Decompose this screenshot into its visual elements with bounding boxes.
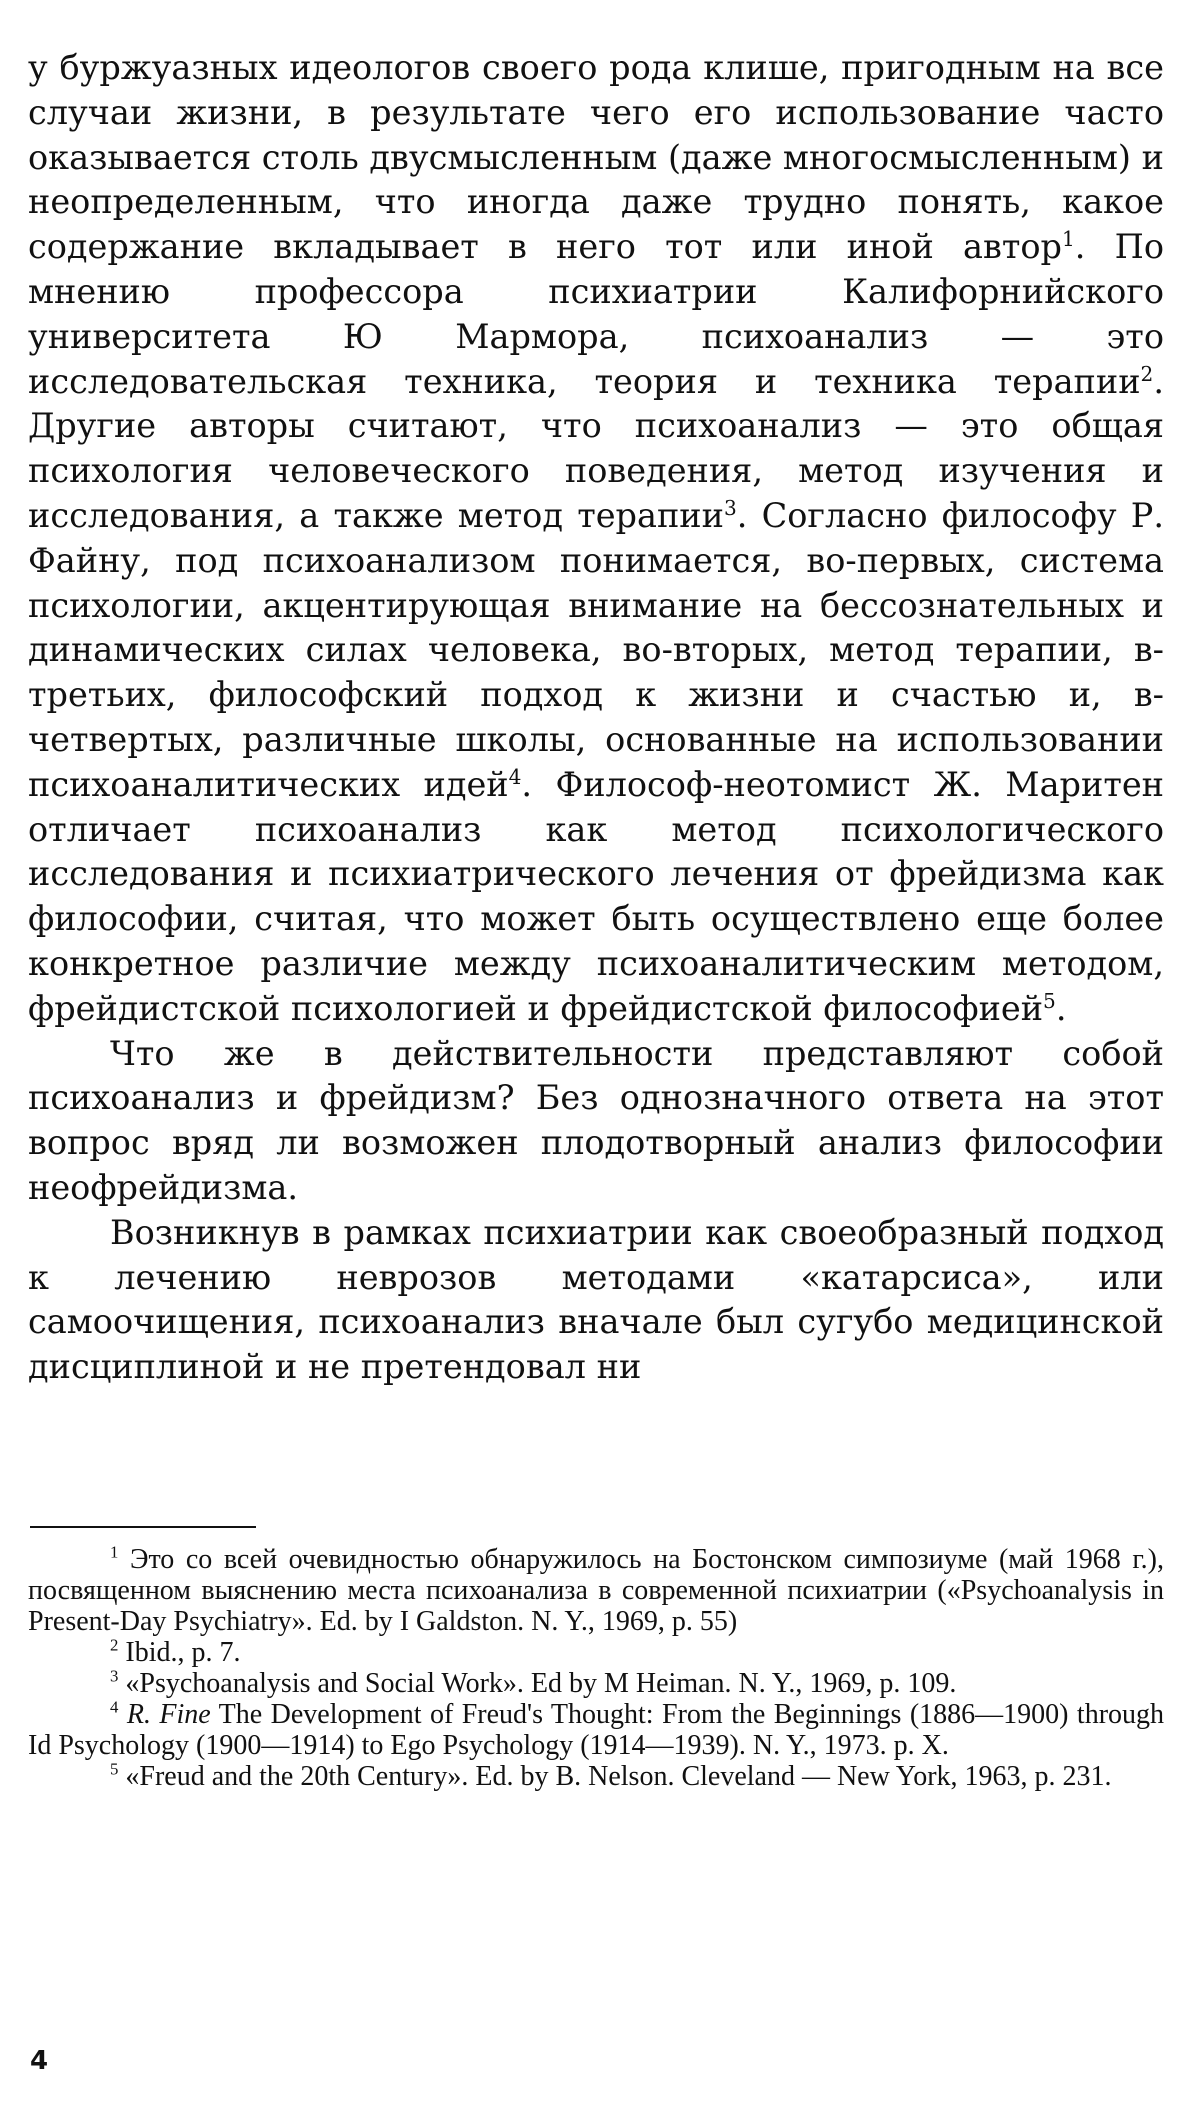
paragraph-3: Возникнув в рамках психиатрии как своеобразный подход к лечению неврозов методами «катарсиса», или самоочищения, психоанализ вначале был сугубо медицинской дисциплиной и не претендовал ни — [28, 1212, 1164, 1387]
footnote-mark: 2 — [110, 1635, 119, 1655]
footnote-ref-1[interactable]: 1 — [1061, 227, 1075, 252]
footnote-mark: 5 — [110, 1759, 119, 1779]
footnote-3: $^3$ «Psychoanalysis and Social Work». Ed by M Heiman. N. Y., 1969, p. 109. — [110, 1666, 957, 1699]
footnote-1: $^1$ Это со всей очевидностью обнаружилось на Бостонском симпозиуме (май 1968 г.), посвященном выяснению места психоанализа в современной психиатрии («Psychoanalysis in Present-Day Psychiatry». Ed. by I Galdston. N. Y., 1969, p. 55) — [28, 1542, 1164, 1637]
main-text — [28, 46, 1164, 1390]
footnote-4: $^4$ R. Fine The Development of Freud's Thought: From the Beginnings (1886—1900) through Id Psychology (1900—1914) to Ego Psychology (1914—1939). N. Y., 1973. p. X. — [28, 1697, 1165, 1761]
footnote-ref-4[interactable]: 4 — [508, 764, 522, 789]
footnote-mark: 4 — [110, 1697, 119, 1717]
footnote-2: $^2$ Ibid., p. 7. — [110, 1635, 241, 1668]
page-number: 4 — [30, 2046, 49, 2076]
footnotes — [28, 1544, 1164, 1792]
footnote-ref-3[interactable]: 3 — [723, 495, 737, 520]
footnote-5: $^5$ «Freud and the 20th Century». Ed. by B. Nelson. Cleveland — New York, 1963, p. 231. — [110, 1759, 1112, 1792]
paragraph-1: у буржуазных идеологов своего рода клише, пригодным на все случаи жизни, в результате чего его использование часто оказывается столь двусмысленным (даже многосмысленным) и неопределенным, что иногда даже трудно понять, какое содержание вкладывает в него тот или иной автор$^1$. По мнению профессора психиатрии Калифорнийского университета Ю Мармора, психоанализ — это исследовательская техника, теория и техника терапии$^2$. Другие авторы считают, что психоанализ — это общая психология человеческого поведения, метод изучения и исследования, а также метод терапии$^3$. Согласно философу Р. Файну, под психоанализом понимается, во-первых, система психологии, акцентирующая внимание на бессознательных и динамических силах человека, во-вторых, метод терапии, в-третьих, философский подход к жизни и счастью и, в-четвертых, различные школы, основанные на использовании психоаналитических идей$^4$. Философ-неотомист Ж. Маритен отличает психоанализ как метод психологического исследования и психиатрического лечения от фрейдизма как философии, считая, что может быть осуществлено еще более конкретное различие между психоаналитическим методом, фрейдистской психологией и фрейдистской философией$^5$. — [28, 48, 1165, 1028]
footnote-mark: 1 — [110, 1542, 119, 1562]
footnote-author: R. Fine — [126, 1699, 211, 1730]
footnote-separator — [30, 1526, 256, 1528]
footnote-ref-5[interactable]: 5 — [1043, 988, 1056, 1013]
paragraph-2: Что же в действительности представляют собой психоанализ и фрейдизм? Без однозначного ответа на этот вопрос вряд ли возможен плодотворный анализ философии неофрейдизма. — [28, 1033, 1164, 1207]
footnote-mark: 3 — [110, 1666, 119, 1686]
footnote-ref-2[interactable]: 2 — [1140, 361, 1154, 386]
